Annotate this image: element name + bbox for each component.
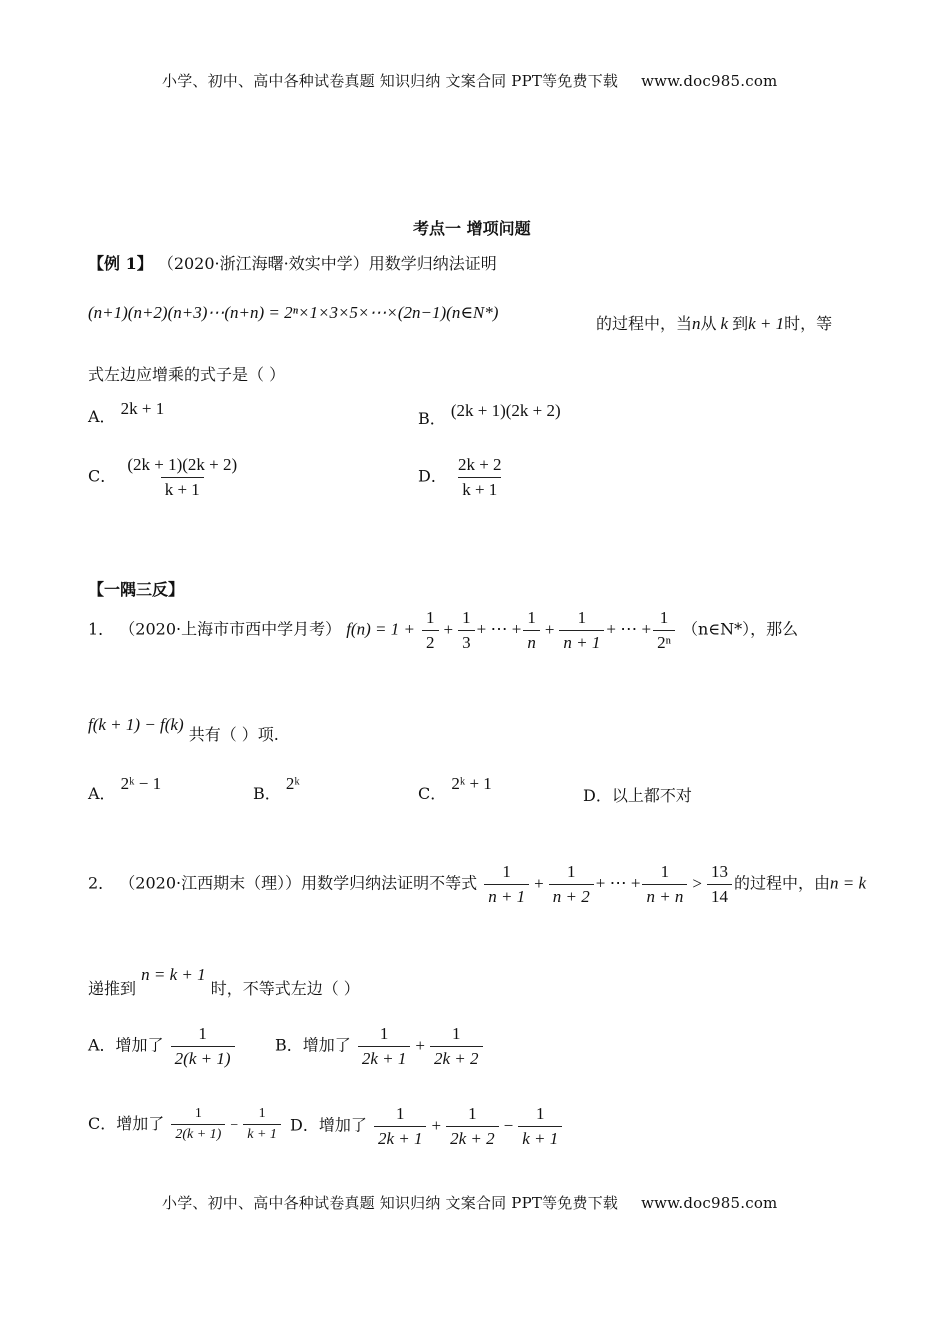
q1-option-c[interactable]: C． 2ᵏ + 1 — [418, 774, 492, 803]
example-1-heading — [88, 251, 497, 274]
option-d[interactable]: D． $\frac{2k + 2}{k + 1}$ — [418, 455, 502, 499]
question-2: 2． （2020·江西期末（理））用数学归纳法证明不等式 $\frac{1}{n + 1}$ + $\frac{1}{n + 2}$ + ⋯ + $\frac{1}{n + n}$ > $\frac{13}{14}$ 的过程中，由n = k — [88, 862, 867, 906]
header-text: 小学、初中、高中各种试卷真题 知识归纳 文案合同 PPT等免费下载 — [162, 72, 619, 90]
question-2-line-2: 递推到 n = k + 1 时，不等式左边（ ） — [88, 965, 360, 998]
example-source: （2020·浙江海曙·效实中学）用数学归纳法证明 — [157, 254, 497, 273]
q2-option-a[interactable]: A．增加了 $\frac{1}{2(k + 1)}$ — [88, 1024, 237, 1068]
example-label: 【例 1】 — [88, 254, 153, 273]
option-c[interactable]: C． $\frac{(2k + 1)(2k + 2)}{k + 1}$ — [88, 455, 238, 499]
question-1-line-2: f(k + 1) − f(k) 共有（ ）项. — [88, 715, 279, 744]
option-b[interactable]: B． (2k + 1)(2k + 2) — [418, 401, 561, 428]
example-formula: (n+1)(n+2)(n+3)⋯(n+n) = 2ⁿ×1×3×5×⋯×(2n−1)(n∈N*) — [88, 303, 499, 322]
page-footer — [162, 1192, 777, 1213]
q2-option-c[interactable]: C．增加了 $\frac{1}{2(k + 1)}$ − $\frac{1}{k + 1}$ — [88, 1106, 283, 1143]
q1-option-b[interactable]: B． 2ᵏ — [253, 774, 300, 803]
example-1-formula-line — [88, 303, 498, 323]
q2-option-d[interactable]: D．增加了 $\frac{1}{2k + 1}$ + $\frac{1}{2k + 2}$ − $\frac{1}{k + 1}$ — [290, 1104, 564, 1148]
q1-option-a[interactable]: A． 2ᵏ − 1 — [88, 774, 162, 803]
footer-text: 小学、初中、高中各种试卷真题 知识归纳 文案合同 PPT等免费下载 — [162, 1194, 619, 1212]
footer-url[interactable]: www.doc985.com — [641, 1194, 778, 1212]
q2-option-b[interactable]: B．增加了 $\frac{1}{2k + 1}$ + $\frac{1}{2k + 2}$ — [275, 1024, 485, 1068]
question-1: 1． （2020·上海市市西中学月考） f(n) = 1 + $\frac{1}{2}$ + $\frac{1}{3}$ + ⋯ + $\frac{1}{n}$ + $\frac{1}{n + 1}$ + ⋯ + $\frac{1}{\text{2ⁿ}}$ （n∈N*），那么 — [88, 608, 799, 652]
q1-option-d[interactable]: D．以上都不对 — [583, 786, 692, 805]
section-title: 考点一 增项问题 — [413, 219, 531, 238]
practice-title: 【一隅三反】 — [88, 580, 185, 599]
page-header — [162, 70, 777, 91]
header-url[interactable]: www.doc985.com — [641, 72, 778, 90]
option-a[interactable]: A． 2k + 1 — [88, 399, 165, 426]
example-1-question: 式左边应增乘的式子是（ ） — [88, 365, 286, 384]
example-1-formula-tail: 的过程中，当n从 k 到k + 1时，等 — [596, 314, 833, 333]
